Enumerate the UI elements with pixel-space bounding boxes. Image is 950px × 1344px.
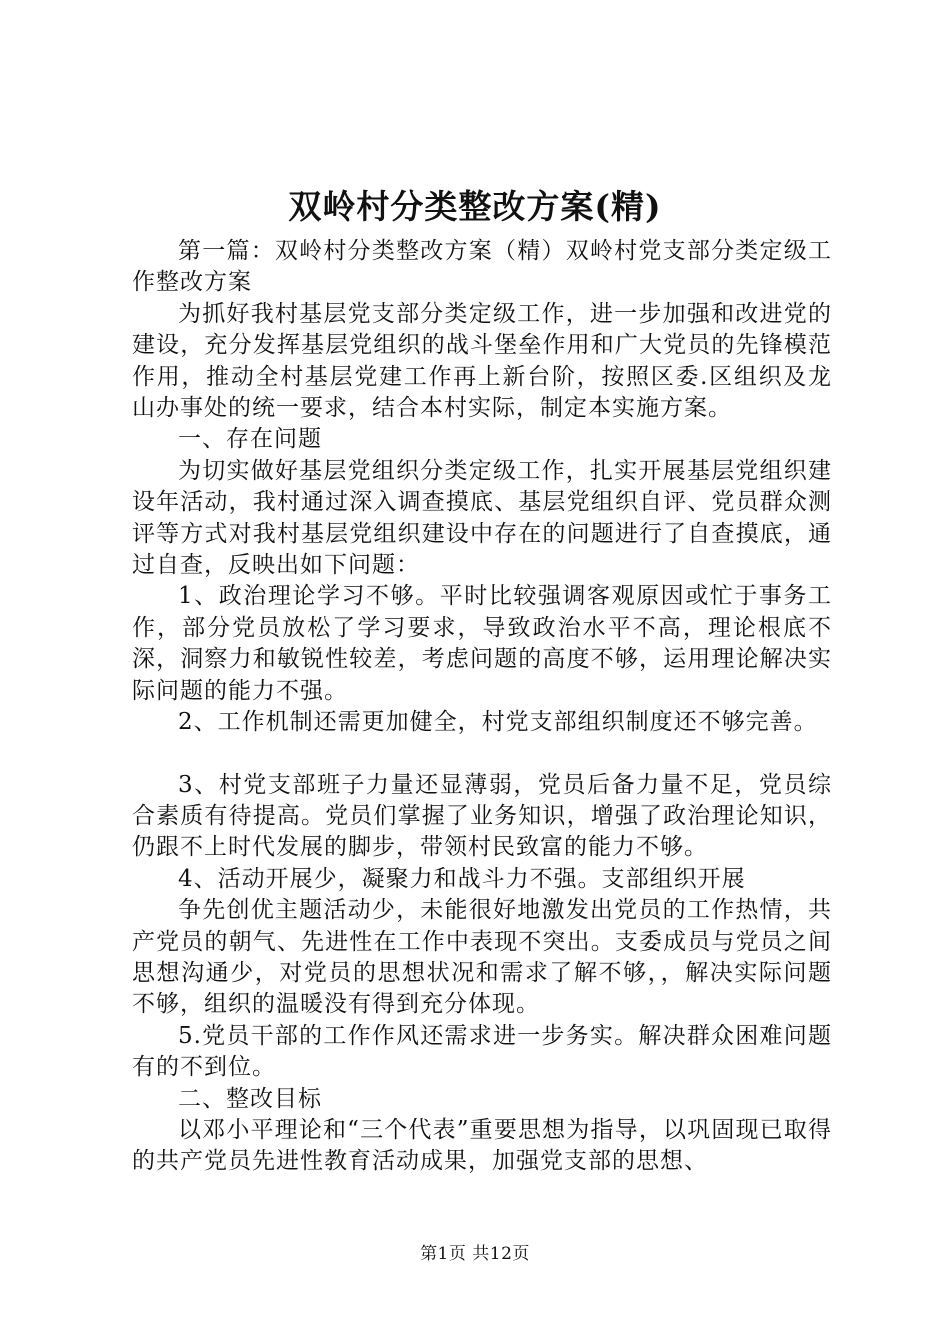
paragraph-problem-4-detail: 争先创优主题活动少，未能很好地激发出党员的工作热情，共产党员的朝气、先进性在工作中表现不突出。支委成员与党员之间思想沟通少，对党员的思想状况和需求了解不够，，解决实际问题不够，组织的温暖没有得到充分体现。	[132, 897, 832, 1018]
paragraph-problem-5: 5.党员干部的工作作风还需求进一步务实。解决群众困难问题有的不到位。	[132, 1022, 832, 1081]
paragraph-problem-1: 1、政治理论学习不够。平时比较强调客观原因或忙于事务工作，部分党员放松了学习要求，导致政治水平不高，理论根底不深，洞察力和敏锐性较差，考虑问题的高度不够，运用理论解决实际问题的能力不强。	[132, 583, 832, 704]
paragraph-problems-intro: 为切实做好基层党组织分类定级工作，扎实开展基层党组织建设年活动，我村通过深入调查摸底、基层党组织自评、党员群众测评等方式对我村基层党组织建设中存在的问题进行了自查摸底，通过自查，反映出如下问题：	[132, 457, 832, 579]
paragraph-problem-3: 3、村党支部班子力量还显薄弱，党员后备力量不足，党员综合素质有待提高。党员们掌握了业务知识，增强了政治理论知识，仍跟不上时代发展的脚步，带领村民致富的能力不够。	[132, 771, 832, 861]
page-footer: 第1页 共12页	[420, 1244, 530, 1264]
paragraph-heading-goals: 二、整改目标	[178, 1085, 322, 1112]
paragraph-goals-intro: 以邓小平理论和“三个代表”重要思想为指导，以巩固现已取得的共产党员先进性教育活动成果，加强党支部的思想、	[132, 1116, 832, 1175]
document-body	[132, 236, 832, 1178]
paragraph-problem-4: 4、活动开展少，凝聚力和战斗力不强。支部组织开展	[178, 865, 746, 892]
paragraph-intro: 为抓好我村基层党支部分类定级工作，进一步加强和改进党的建设，充分发挥基层党组织的战斗堡垒作用和广大党员的先锋模范作用，推动全村基层党建工作再上新台阶，按照区委.区组织及龙山办事处的统一要求，结合本村实际，制定本实施方案。	[132, 300, 832, 422]
paragraph-section-heading: 第一篇：双岭村分类整改方案（精）双岭村党支部分类定级工作整改方案	[132, 238, 832, 296]
paragraph-problem-2: 2、工作机制还需更加健全，村党支部组织制度还不够完善。	[178, 709, 818, 736]
paragraph-heading-problems: 一、存在问题	[178, 426, 322, 453]
document-title: 双岭村分类整改方案(精)	[288, 187, 662, 226]
